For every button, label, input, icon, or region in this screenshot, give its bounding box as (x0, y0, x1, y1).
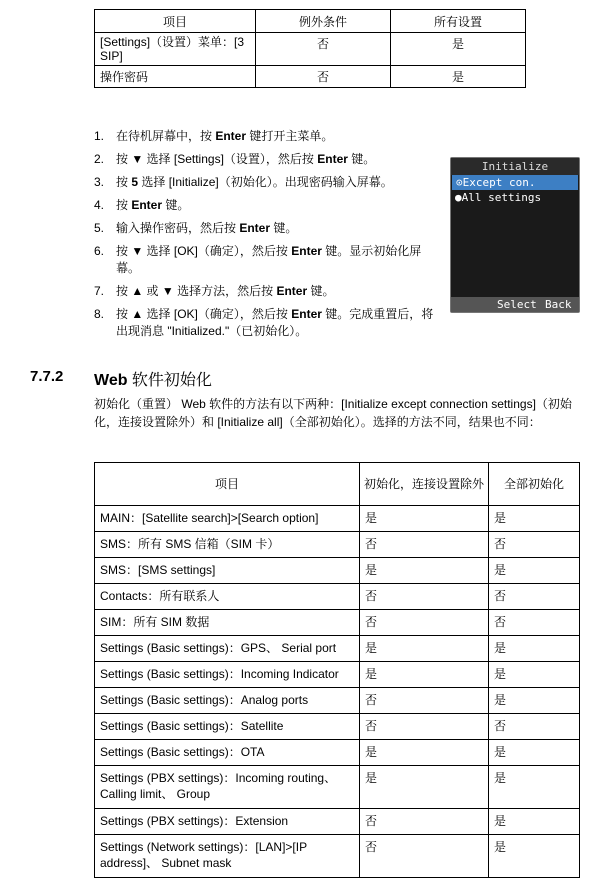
step-item: 3. 按 5 选择 [Initialize]（初始化）。出现密码输入屏幕。 (94, 175, 393, 189)
table-header-row (95, 10, 526, 33)
table-cell-exception: 否 (256, 33, 391, 66)
table-cell-except: 否 (360, 610, 489, 636)
table-cell-all: 是 (489, 740, 580, 766)
table-cell-all: 是 (489, 809, 580, 835)
table-cell-item: SMS：所有 SMS 信箱（SIM 卡） (95, 532, 360, 558)
column-header-except-connection: 初始化，连接设置除外 (360, 463, 489, 506)
table-cell-all: 是 (489, 506, 580, 532)
table-cell-all: 是 (489, 688, 580, 714)
column-header-item: 项目 (95, 463, 360, 506)
table-cell-except: 是 (360, 506, 489, 532)
table-cell-item: SIM：所有 SIM 数据 (95, 610, 360, 636)
table-row (95, 610, 580, 636)
table-row (95, 714, 580, 740)
table-cell-item: Settings (Basic settings)：Incoming Indicator (95, 662, 360, 688)
table-cell-all: 否 (489, 584, 580, 610)
column-header-exception: 例外条件 (256, 10, 391, 33)
table-cell-except: 是 (360, 662, 489, 688)
step-item: 4. 按 Enter 键。 (94, 198, 190, 212)
table-cell-all: 是 (489, 662, 580, 688)
device-option-except-con[interactable]: ⊙Except con. (452, 175, 578, 190)
table-row (95, 558, 580, 584)
table-cell-all: 是 (489, 558, 580, 584)
table-row (95, 809, 580, 835)
table-row (95, 636, 580, 662)
device-softkey-bar (451, 297, 579, 312)
table-cell-all: 否 (489, 714, 580, 740)
step-item: 1. 在待机屏幕中，按 Enter 键打开主菜单。 (94, 129, 334, 143)
table-cell-item: Settings (Basic settings)：Satellite (95, 714, 360, 740)
table-row (95, 532, 580, 558)
step-item: 5. 输入操作密码，然后按 Enter 键。 (94, 221, 298, 235)
device-screen-title: Initialize (451, 158, 579, 175)
step-item: 2. 按 ▼ 选择 [Settings]（设置），然后按 Enter 键。 (94, 152, 376, 166)
table-cell-except: 是 (360, 740, 489, 766)
radio-icon: ● (455, 191, 462, 204)
table-cell-item: SMS：[SMS settings] (95, 558, 360, 584)
radio-selected-icon: ⊙ (456, 176, 463, 189)
section-paragraph: 初始化（重置） Web 软件的方法有以下两种：[Initialize except connection settings]（初始化，连接设置除外）和 [Initialize all]（全部初始化）。选择的方法不同，结果也不同： (94, 397, 572, 429)
table-cell-except: 否 (360, 584, 489, 610)
table-row (95, 835, 580, 878)
table-cell-all: 否 (489, 532, 580, 558)
table-cell-exception: 否 (256, 66, 391, 88)
device-option-all-settings[interactable]: ●All settings (455, 191, 542, 204)
table-row (95, 688, 580, 714)
table-cell-all: 是 (391, 66, 526, 88)
step-item: 8. 按 ▲ 选择 [OK]（确定），然后按 Enter 键。完成重置后，将出现消息 "Initialized."（已初始化）。 (94, 307, 434, 338)
table-header-row (95, 463, 580, 506)
table-cell-item: [Settings]（设置）菜单：[3 SIP] (95, 33, 256, 66)
table-row (95, 506, 580, 532)
table-cell-except: 是 (360, 636, 489, 662)
select-softkey[interactable]: Select (497, 298, 537, 311)
table-cell-except: 否 (360, 809, 489, 835)
column-header-all-settings: 所有设置 (391, 10, 526, 33)
table-cell-except: 否 (360, 688, 489, 714)
table-row (95, 740, 580, 766)
table-row (95, 66, 526, 88)
column-header-initialize-all: 全部初始化 (489, 463, 580, 506)
table-row (95, 584, 580, 610)
initialization-table (94, 462, 580, 878)
back-softkey[interactable]: Back (545, 298, 572, 311)
table-row (95, 33, 526, 66)
table-cell-item: Settings (Network settings)：[LAN]>[IP address]、 Subnet mask (95, 835, 360, 878)
table-cell-all: 是 (391, 33, 526, 66)
steps-list (94, 128, 439, 346)
table-cell-item: Settings (Basic settings)：Analog ports (95, 688, 360, 714)
table-cell-item: MAIN：[Satellite search]>[Search option] (95, 506, 360, 532)
section-number: 7.7.2 (30, 368, 64, 385)
table-cell-all: 是 (489, 835, 580, 878)
table-cell-except: 否 (360, 532, 489, 558)
table-cell-except: 否 (360, 835, 489, 878)
table-cell-item: Settings (PBX settings)：Incoming routing、Calling limit、 Group (95, 766, 360, 809)
table-row (95, 662, 580, 688)
table-cell-except: 否 (360, 714, 489, 740)
section-title: Web 软件初始化 (94, 372, 212, 389)
device-screen (450, 157, 580, 313)
table-cell-item: Contacts：所有联系人 (95, 584, 360, 610)
step-item: 6. 按 ▼ 选择 [OK]（确定），然后按 Enter 键。显示初始化屏幕。 (94, 244, 422, 275)
table-cell-except: 是 (360, 766, 489, 809)
table-cell-item: Settings (Basic settings)：GPS、 Serial port (95, 636, 360, 662)
table-cell-all: 否 (489, 610, 580, 636)
step-item: 7. 按 ▲ 或 ▼ 选择方法，然后按 Enter 键。 (94, 284, 335, 298)
table-row (95, 766, 580, 809)
column-header-item: 项目 (95, 10, 256, 33)
table-cell-all: 是 (489, 766, 580, 809)
table-cell-all: 是 (489, 636, 580, 662)
table-cell-except: 是 (360, 558, 489, 584)
table-cell-item: 操作密码 (95, 66, 256, 88)
table-cell-item: Settings (PBX settings)：Extension (95, 809, 360, 835)
settings-table (94, 9, 526, 88)
table-cell-item: Settings (Basic settings)：OTA (95, 740, 360, 766)
